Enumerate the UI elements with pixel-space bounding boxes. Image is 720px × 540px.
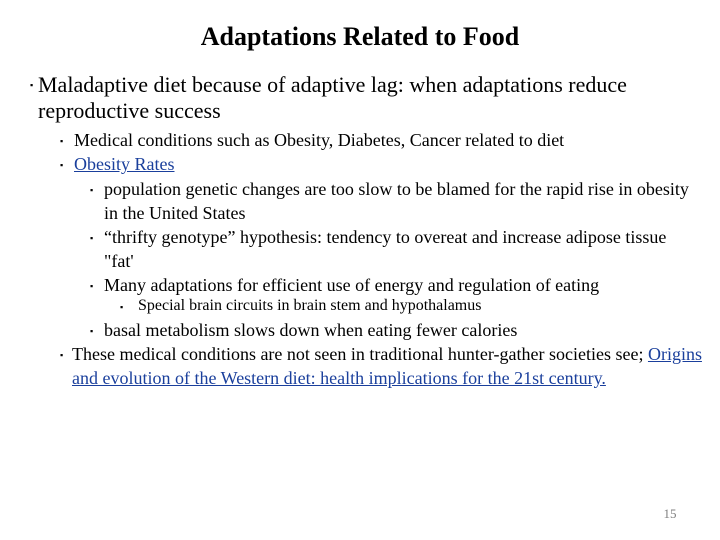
slide-title: Adaptations Related to Food <box>200 22 520 51</box>
bullet-marker: ▪ <box>60 350 64 360</box>
obesity-rates-item <box>74 152 175 176</box>
energy-adaptations-item: Many adaptations for efficient use of energy and regulation of eating <box>104 275 600 295</box>
bullet-marker: ▪ <box>90 326 94 336</box>
main-bullet-text: diet because of adaptive lag: when adaptations reduce reproductive success <box>38 72 627 123</box>
hunter-gather-text: These medical conditions are not seen in traditional hunter-gather societies see; <box>72 344 648 364</box>
western-diet-link[interactable]: Origins and evolution of the Western diet: health implications for the 21st century. <box>72 344 702 388</box>
page-number: 15 <box>663 506 677 521</box>
hunter-gather-item <box>72 342 708 390</box>
bullet-marker: ▪ <box>60 136 64 146</box>
basal-metabolism-item: basal metabolism slows down when eating fewer calories <box>104 320 518 340</box>
brain-circuits-item: Special brain circuits in brain stem and hypothalamus <box>138 297 482 314</box>
bullet-marker: ▪ <box>90 281 94 291</box>
bullet-marker: ▪ <box>120 302 124 312</box>
main-bullet <box>38 72 708 124</box>
bullet-marker: ▪ <box>90 233 94 243</box>
medical-conditions-item: Medical conditions such as Obesity, Diabetes, Cancer related to diet <box>74 130 565 150</box>
bullet-marker: ▪ <box>90 185 94 195</box>
bullet-marker: ▪ <box>60 160 64 170</box>
bullet-marker: ▪ <box>30 80 34 90</box>
obesity-rates-link[interactable]: Obesity Rates <box>74 154 175 174</box>
thrifty-genotype-item: “thrifty genotype” hypothesis: tendency to overeat and increase adipose tissue "fat' <box>104 227 667 271</box>
genetic-changes-item: population genetic changes are too slow to be blamed for the rapid rise in obesity in the United States <box>104 179 689 223</box>
maladaptive-term: Maladaptive <box>38 72 148 97</box>
